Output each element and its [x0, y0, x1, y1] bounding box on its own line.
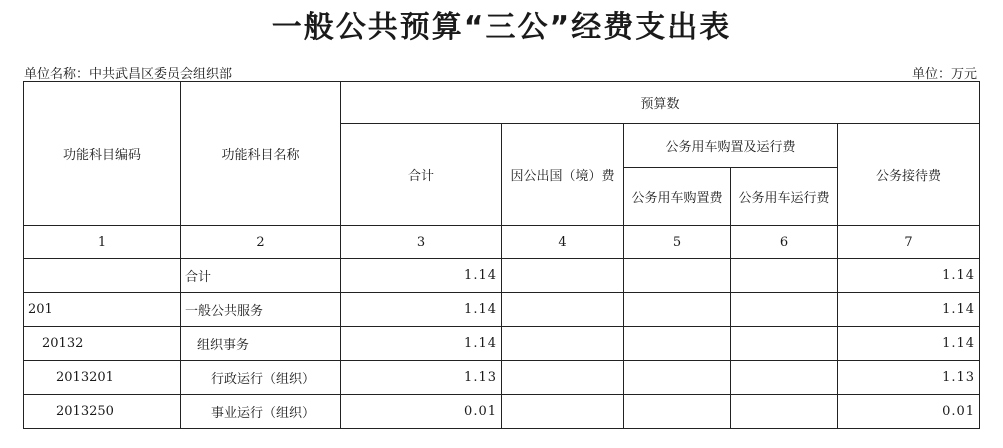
header-vehicle-operation: 公务用车运行费: [731, 168, 838, 226]
header-vehicle-group: 公务用车购置及运行费: [624, 124, 838, 168]
page-title: 一般公共预算“三公”经费支出表: [271, 10, 732, 45]
row-reception: 1.14: [838, 327, 980, 361]
column-number-row: [24, 226, 980, 259]
row-total: 0.01: [341, 395, 502, 429]
row-total: 1.14: [341, 327, 502, 361]
column-number: 5: [624, 226, 731, 259]
row-reception: 1.13: [838, 361, 980, 395]
row-name: 事业运行（组织）: [181, 395, 341, 429]
column-number: 1: [24, 226, 181, 259]
row-code: [24, 259, 181, 293]
row-name: 合计: [181, 259, 341, 293]
row-code: 2013201: [24, 361, 181, 395]
row-vehicle-purchase: [624, 293, 731, 327]
row-name: 组织事务: [181, 327, 341, 361]
header-vehicle-purchase: 公务用车购置费: [624, 168, 731, 226]
row-vehicle-purchase: [624, 361, 731, 395]
header-abroad: 因公出国（境）费: [502, 124, 624, 226]
row-code: 2013250: [24, 395, 181, 429]
row-vehicle-operation: [731, 327, 838, 361]
row-abroad: [502, 259, 624, 293]
row-vehicle-operation: [731, 259, 838, 293]
unit-name-label: 单位名称：中共武昌区委员会组织部: [24, 67, 233, 82]
row-abroad: [502, 293, 624, 327]
row-abroad: [502, 327, 624, 361]
unit-label: 单位：万元: [911, 67, 977, 82]
header-budget: 预算数: [341, 82, 980, 124]
row-vehicle-purchase: [624, 259, 731, 293]
column-number: 3: [341, 226, 502, 259]
column-number: 4: [502, 226, 624, 259]
three-public-expenses-table: [23, 81, 980, 429]
header-name: 功能科目名称: [181, 82, 341, 226]
header-code: 功能科目编码: [24, 82, 181, 226]
row-vehicle-operation: [731, 361, 838, 395]
column-number: 2: [181, 226, 341, 259]
row-reception: 0.01: [838, 395, 980, 429]
row-name: 一般公共服务: [181, 293, 341, 327]
row-total: 1.13: [341, 361, 502, 395]
table-row: [24, 293, 980, 327]
table-row: [24, 259, 980, 293]
row-name: 行政运行（组织）: [181, 361, 341, 395]
row-vehicle-operation: [731, 395, 838, 429]
table-row: [24, 395, 980, 429]
row-abroad: [502, 361, 624, 395]
row-reception: 1.14: [838, 259, 980, 293]
column-number: 6: [731, 226, 838, 259]
row-vehicle-purchase: [624, 327, 731, 361]
row-code: 201: [24, 293, 181, 327]
row-reception: 1.14: [838, 293, 980, 327]
header-reception: 公务接待费: [838, 124, 980, 226]
row-vehicle-purchase: [624, 395, 731, 429]
header-total: 合计: [341, 124, 502, 226]
table-row: [24, 361, 980, 395]
row-total: 1.14: [341, 259, 502, 293]
row-abroad: [502, 395, 624, 429]
row-code: 20132: [24, 327, 181, 361]
table-row: [24, 327, 980, 361]
row-total: 1.14: [341, 293, 502, 327]
row-vehicle-operation: [731, 293, 838, 327]
column-number: 7: [838, 226, 980, 259]
